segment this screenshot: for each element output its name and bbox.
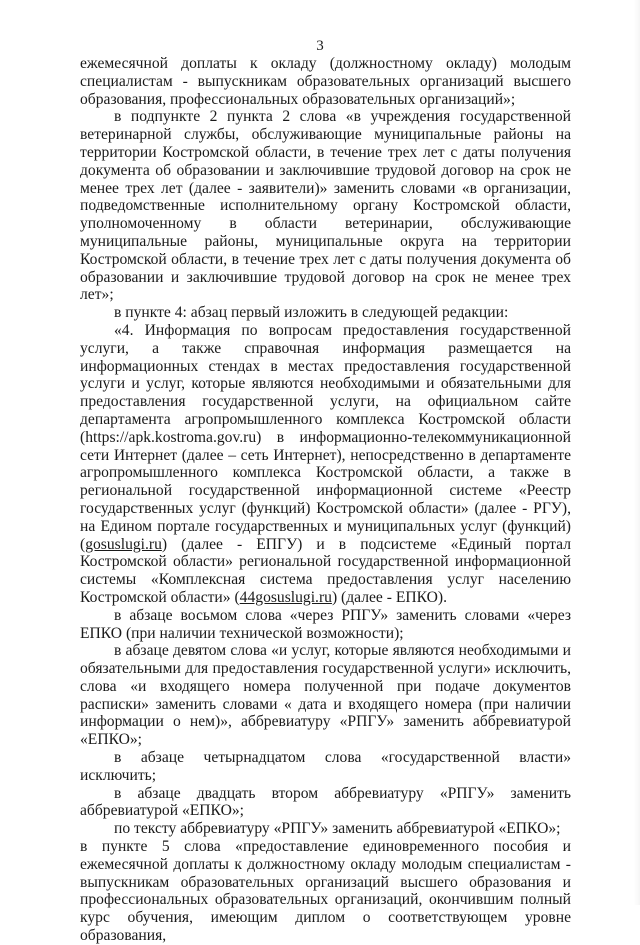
paragraph-point-4-new-text: [80, 322, 571, 607]
paragraph-abzac-9: в абзаце девятом слова «и услуг, которые являются необходимыми и обязательными для предоставления государственной услуги» исключить, слова «и входящего номера полученной при подаче документов расписки» заменить словами « дата и входящего номера (при наличии информации о нем)», аббревиатуру «РПГУ» заменить аббревиатурой «ЕПКО»;: [80, 642, 571, 749]
quoted-text-part-3: ) (далее - ЕПКО).: [331, 588, 447, 606]
paragraph-continuation: ежемесячной доплаты к окладу (должностному окладу) молодым специалистам - выпускникам образовательных организаций высшего образования, профессиональных образовательных организаций»;: [80, 55, 571, 108]
gosuslugi-link[interactable]: gosuslugi.ru: [85, 535, 162, 553]
paragraph-point-5: в пункте 5 слова «предоставление единовременного пособия и ежемесячной доплаты к должностному окладу молодым специалистам - выпускникам образовательных организаций высшего образования и профессиональных образовательных организаций, окончившим полный курс обучения, имеющим диплом о соответствующем уровне образования,: [80, 838, 571, 945]
scan-edge-shadow: [634, 0, 640, 905]
quoted-text-part-2: ) (далее - ЕПГУ) и в подсистеме «Единый портал Костромской области» региональной государственной информационной системы «Комплексная система предоставления услуг населению Костромской области» (: [80, 535, 571, 606]
paragraph-point-4-intro: в пункте 4: абзац первый изложить в следующей редакции:: [114, 304, 509, 322]
paragraph-throughout-text: по тексту аббревиатуру «РПГУ» заменить аббревиатурой «ЕПКО»;: [114, 820, 561, 838]
paragraph-abzac-14: в абзаце четырнадцатом слова «государственной власти» исключить;: [80, 749, 571, 784]
44gosuslugi-link[interactable]: 44gosuslugi.ru: [239, 588, 332, 606]
page-number: 3: [316, 38, 324, 54]
document-body: [80, 55, 571, 945]
paragraph-subpoint-2: в подпункте 2 пункта 2 слова «в учреждения государственной ветеринарной службы, обслуживающие муниципальные районы на территории Костромской области, в течение трех лет с даты получения документа об образовании и заключившие трудовой договор на срок не менее трех лет (далее - заявители)» заменить словами «в организации, подведомственные исполнительному органу Костромской области, уполномоченному в области ветеринарии, обслуживающие муниципальные районы, муниципальные округа на территории Костромской области, в течение трех лет с даты получения документа об образовании и заключившие трудовой договор на срок не менее трех лет»;: [80, 108, 571, 304]
paragraph-abzac-8: в абзаце восьмом слова «через РПГУ» заменить словами «через ЕПКО (при наличии технической возможности);: [80, 606, 571, 642]
quoted-text-part-1: «4. Информация по вопросам предоставления государственной услуги, а также справочная информация размещается на информационных стендах в местах предоставления государственной услуги и услуг, которые являются необходимыми и обязательными для предоставления государственной услуги, на официальном сайте департамента агропромышленного комплекса Костромской области (https://apk.kostroma.gov.ru) в информационно-телекоммуникационной сети Интернет (далее – сеть Интернет), непосредственно в департаменте агропромышленного комплекса Костромской области, а также в региональной государственной информационной системе «Реестр государственных услуг (функций) Костромской области» (далее - РГУ), на Едином портале государственных и муниципальных услуг (функций) (: [80, 321, 571, 553]
paragraph-abzac-22: в абзаце двадцать втором аббревиатуру «РПГУ» заменить аббревиатурой «ЕПКО»;: [80, 784, 571, 820]
